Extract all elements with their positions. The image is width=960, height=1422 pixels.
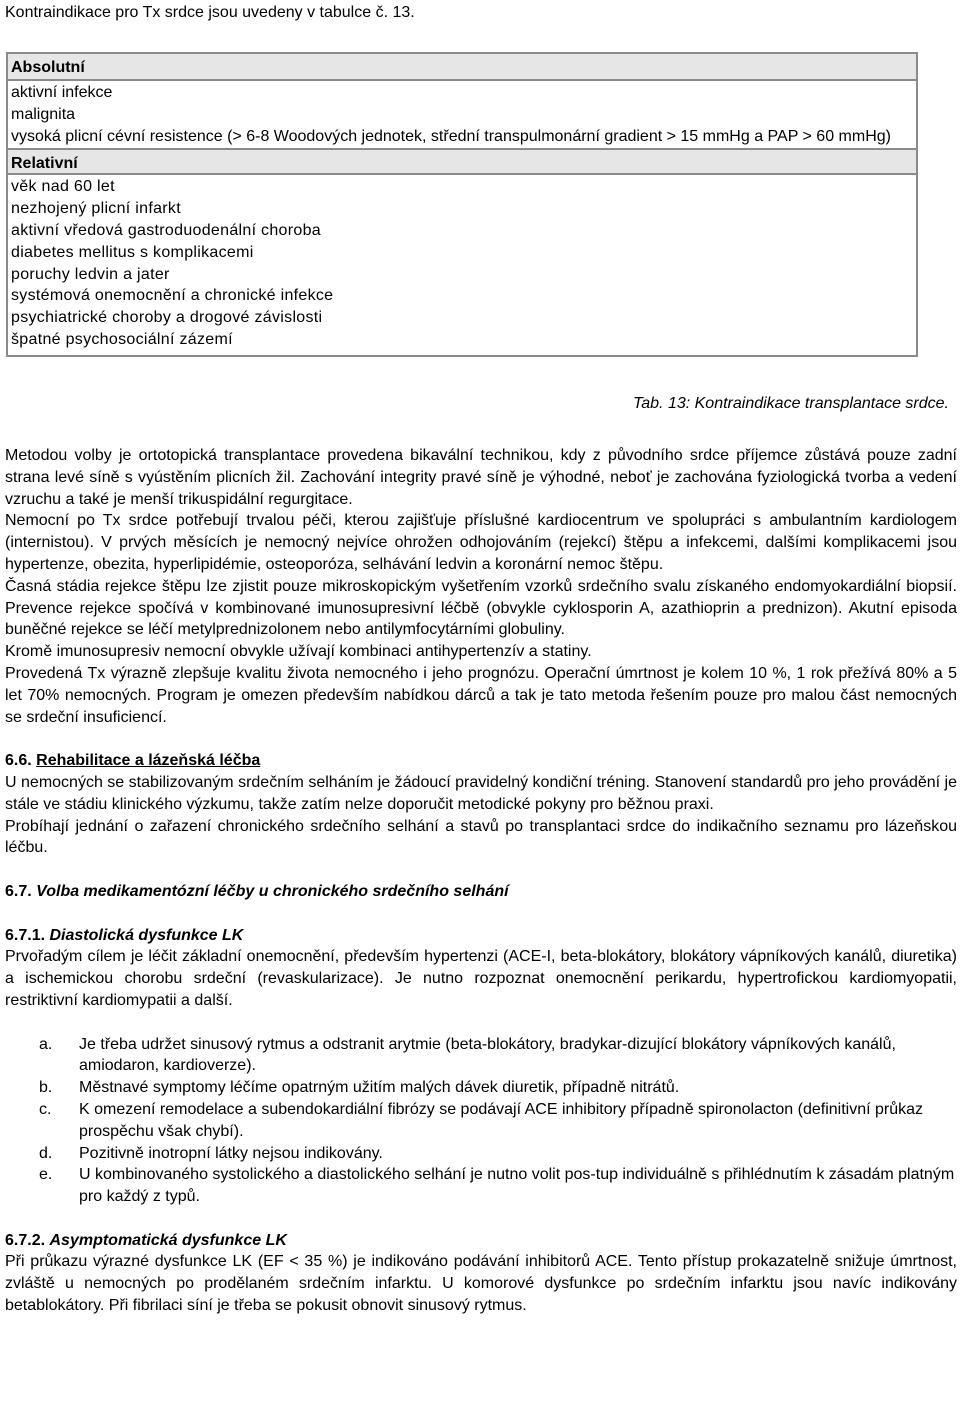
list-item: aktivní vředová gastroduodenální choroba xyxy=(11,221,321,239)
body-text xyxy=(5,445,957,1317)
list-marker: e. xyxy=(39,1166,53,1184)
relative-cell xyxy=(8,175,916,354)
list-item xyxy=(5,1164,957,1208)
section-title: Diastolická dysfunkce LK xyxy=(49,926,244,944)
list-item: systémová onemocnění a chronické infekce xyxy=(11,287,334,305)
list-item-text: K omezení remodelace a subendokardiální fibrózy se podávají ACE inhibitory případně spironolacton (definitivní průkaz prospěchu však chybí). xyxy=(79,1100,924,1140)
paragraph: U nemocných se stabilizovaným srdečním selháním je žádoucí pravidelný kondiční tréning. Stanovení standardů pro jeho provádění je stále ve stádiu klinického výzkumu, takže zatím nelze doporučit metodické pokyny pro běžnou praxi. xyxy=(5,773,957,813)
paragraph: Časná stádia rejekce štěpu lze zjistit pouze mikroskopickým vyšetřením vzorků srdečního svalu získaného endomyokardiální biopsií. Prevence rejekce spočívá v kombinované imunosupresivní léčbě (obvykle cyklosporin A, azathioprin a prednizon). Akutní episoda buněčné rejekce se léčí metylprednizolonem nebo antilymfocytárními globuliny. xyxy=(5,577,957,639)
absolute-cell xyxy=(8,81,916,148)
paragraph: Při průkazu výrazné dysfunkce LK (EF < 35 %) je indikováno podávání inhibitorů ACE. Tento přístup prokazatelně snižuje úmrtnost, zvláště u nemocných po prodělaném srdečním infarktu. U komorové dysfunkce po srdečním infarktu jsou navíc indikovány betablokátory. Při fibrilaci síní je třeba se pokusit obnovit sinusový rytmus. xyxy=(5,1253,957,1315)
relative-header: Relativní xyxy=(8,148,916,175)
recommendations-list xyxy=(5,1034,957,1208)
paragraph: Probíhají jednání o zařazení chronického srdečního selhání a stavů po transplantaci srdce do indikačního seznamu pro lázeňskou léčbu. xyxy=(5,817,957,857)
section-title: Volba medikamentózní léčby u chronického srdečního selhání xyxy=(36,882,509,900)
absolute-header: Absolutní xyxy=(8,54,916,81)
list-marker: d. xyxy=(39,1144,53,1162)
section-number: 6.7.2. xyxy=(5,1231,46,1249)
list-item-text: U kombinovaného systolického a diastolického selhání je nutno volit pos-tup individuálně s přihlédnutím k zásadám platným pro každý z typů. xyxy=(79,1166,955,1206)
list-item: nezhojený plicní infarkt xyxy=(11,200,181,218)
list-item xyxy=(5,1143,957,1165)
list-item: malignita xyxy=(11,105,76,123)
paragraph: Provedená Tx výrazně zlepšuje kvalitu života nemocného i jeho prognózu. Operační úmrtnost je kolem 10 %, 1 rok přežívá 80% a 5 let 70% nemocných. Program je omezen především nabídkou dárců a tak je tato metoda řešením pouze pro malou část nemocných se srdeční insuficiencí. xyxy=(5,664,957,726)
section-heading-6-7 xyxy=(5,881,957,903)
list-item: poruchy ledvin a jater xyxy=(11,265,170,283)
list-item: věk nad 60 let xyxy=(11,178,115,196)
list-item: vysoká plicní cévní resistence (> 6-8 Woodových jednotek, střední transpulmonární gradient > 15 mmHg a PAP > 60 mmHg) xyxy=(11,127,891,145)
section-number: 6.6. xyxy=(5,752,32,770)
section-number: 6.7. xyxy=(5,882,32,900)
section-title: Rehabilitace a lázeňská léčba xyxy=(36,752,261,770)
list-marker: c. xyxy=(39,1100,52,1118)
list-item-text: Pozitivně inotropní látky nejsou indikovány. xyxy=(79,1144,383,1162)
paragraph: Nemocní po Tx srdce potřebují trvalou péči, kterou zajišťuje příslušné kardiocentrum ve spolupráci s ambulantním kardiologem (internistou). V prvých měsících je nemocný nejvíce ohrožen odhojováním (rejekcí) štěpu a infekcemi, dalšími komplikacemi jsou hypertenze, obezita, hyperlipidémie, osteoporóza, selhávání ledvin a koronární nemoc štěpu. xyxy=(5,512,957,573)
section-heading-6-7-1 xyxy=(5,925,957,947)
list-item: diabetes mellitus s komplikacemi xyxy=(11,243,254,261)
section-heading-6-6 xyxy=(5,750,957,772)
intro-text: Kontraindikace pro Tx srdce jsou uvedeny v tabulce č. 13. xyxy=(5,4,415,21)
list-item-text: Městnavé symptomy léčíme opatrným užitím malých dávek diuretik, případně nitrátů. xyxy=(79,1079,680,1097)
list-item: špatné psychosociální zázemí xyxy=(11,330,233,348)
list-item xyxy=(5,1099,957,1143)
paragraph: Prvořadým cílem je léčit základní onemocnění, především hypertenzi (ACE-I, beta-blokátory, blokátory vápníkových kanálů, diuretika) a ischemickou chorobu srdeční (revaskularizace). Je nutno rozpoznat onemocnění perikardu, hypertrofickou kardiomyopatii, restriktivní kardiomypatii a další. xyxy=(5,948,957,1009)
paragraph: Kromě imunosupresiv nemocní obvykle užívají kombinaci antihypertenzív a statiny. xyxy=(5,643,592,661)
section-heading-6-7-2 xyxy=(5,1230,957,1252)
table-caption: Tab. 13: Kontraindikace transplantace srdce. xyxy=(632,395,949,412)
list-item: aktivní infekce xyxy=(11,84,113,101)
paragraph: Metodou volby je ortotopická transplantace provedena bikavální technikou, kdy z původního srdce příjemce zůstává pouze zadní strana levé síně s vyústěním plicních žil. Zachování integrity pravé síně je výhodné, neboť je zachována fyziologická tvorba a vedení vzruchu a také je menší trikuspidální regurgitace. xyxy=(5,447,957,508)
section-title: Asymptomatická dysfunkce LK xyxy=(49,1231,287,1249)
contraindications-table xyxy=(6,52,918,357)
list-item-text: Je třeba udržet sinusový rytmus a odstranit arytmie (beta-blokátory, bradykar-dizující blokátory vápníkových kanálů, amiodaron, kardioverze). xyxy=(79,1035,896,1075)
list-marker: b. xyxy=(39,1079,53,1097)
list-item xyxy=(5,1034,957,1078)
list-item xyxy=(5,1077,957,1099)
list-item: psychiatrické choroby a drogové závislosti xyxy=(11,309,323,327)
list-marker: a. xyxy=(39,1035,53,1053)
section-number: 6.7.1. xyxy=(5,926,46,944)
